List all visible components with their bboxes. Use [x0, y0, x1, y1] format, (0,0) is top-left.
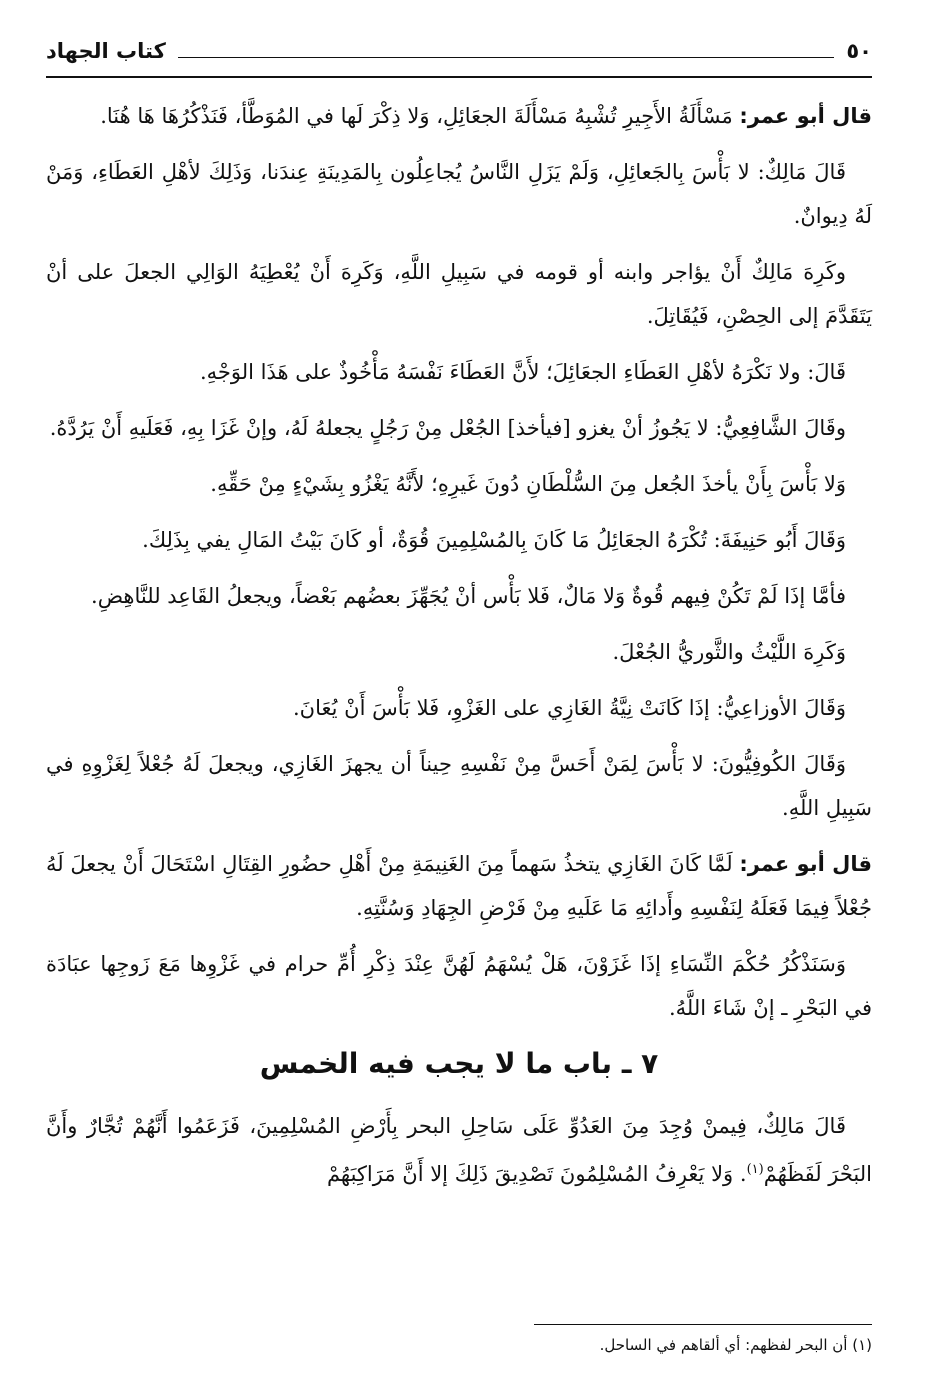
paragraph-text: وَقَالَ أَبُو حَنِيفَةَ: تُكْرَهُ الجعَائِلُ مَا كَانَ بِالمُسْلِمِينَ قُوَةٌ، أو كَانَ بَيْتُ المَالِ يفي بِذَلِكَ.: [142, 528, 846, 552]
running-title: كتاب الجهاد: [46, 39, 166, 63]
paragraph-text: وَلا بَأْسَ بِأَنْ يأخذَ الجُعل مِنَ السُّلْطَانِ دُونَ غَيرِهِ؛ لأَنَّهُ يَغْزُو بِشَيْءٍ مِنْ حَقِّهِ.: [210, 472, 846, 496]
footnote-divider: [534, 1324, 872, 1325]
paragraph-text: وَكَرِهَ اللَّيْثُ والثَّوريُّ الجُعْلَ.: [612, 640, 846, 664]
paragraph-text: قَالَ: ولا نَكْرَهُ لأهْلِ العَطَاءِ الجعَائِلَ؛ لأَنَّ العَطَاءَ نَفْسَهُ مَأْخُوذٌ على هَذَا الوَجْهِ.: [199, 360, 846, 384]
paragraph: [46, 1104, 872, 1196]
paragraph: [46, 94, 872, 138]
paragraph: [46, 518, 872, 562]
paragraph-text: وَقَالَ الكُوفِيُّونَ: لا بَأْسَ لِمَنْ أَحَسَّ مِنْ نَفْسِهِ حِيناً أن يجهزَ الغَازِي، ويجعلَ لَهُ جُعْلاً لِغَزْوِهِ في سَبِيلِ اللَّهِ.: [46, 752, 872, 820]
speaker-label: قال أبو عمر:: [739, 852, 872, 876]
paragraph: [46, 742, 872, 830]
speaker-label: قال أبو عمر:: [739, 104, 872, 128]
footnote-reference[interactable]: (١): [746, 1162, 764, 1177]
paragraph: [46, 686, 872, 730]
paragraph: [46, 150, 872, 238]
paragraph: [46, 942, 872, 1030]
paragraph-text: لَمَّا كَانَ الغَازِي يتخذُ سَهماً مِنَ الغَنِيمَةِ مِنْ أَهْلِ حضُورِ القِتَالِ اسْتَحَالَ أَنْ يجعلَ لَهُ جُعْلاً فِيمَا فَعَلَهُ لِنَفْسِهِ وأَدائِهِ مَا عَلَيهِ مِنْ فَرْضِ الجِهَادِ وَسُنَّتِهِ.: [46, 852, 872, 920]
paragraph: [46, 250, 872, 338]
paragraph-text: وَقَالَ الأوزاعِيُّ: إذَا كَانَتْ نِيَّةُ الغَازِي على الغَزْوِ، فَلا بَأْسَ أَنْ يُعَانَ.: [293, 696, 846, 720]
paragraph-text: وَسَنَذْكُرُ حُكْمَ النِّسَاءِ إذَا غَزَوْنَ، هَلْ يُسْهَمُ لَهُنَّ عِنْدَ ذِكْرِ أُمِّ حرام في غَزْوِها مَعَ زَوجِها عبَادَة في البَحْرِ ـ إنْ شَاءَ اللَّهُ.: [46, 952, 872, 1020]
header-rule: [178, 57, 835, 58]
paragraph-text: قَالَ مَالِكٌ، فِيمنْ وُجِدَ مِنَ العَدُوِّ عَلَى سَاحِلِ البحر بِأَرْضِ المُسْلِمِينَ، فَزَعَمُوا أَنَّهُمْ تُجَّارٌ وأَنَّ البَحْرَ لَفَظَهُمْ: [46, 1114, 872, 1186]
paragraph: [46, 630, 872, 674]
paragraph: [46, 574, 872, 618]
paragraph: [46, 842, 872, 930]
running-header: [46, 28, 872, 74]
paragraph-text: . وَلا يَعْرِفُ المُسْلِمُونَ تَصْدِيقَ ذَلِكَ إلا أَنَّ مَرَاكِبَهُمْ: [326, 1162, 747, 1186]
paragraph-text: مَسْأَلَةُ الأَجِيرِ تُشْبِهُ مَسْأَلَةَ الجعَائِلِ، وَلا ذِكْرَ لَها في المُوَطَّأ، فَنَذْكُرُهَا هَا هُنَا.: [100, 104, 740, 128]
paragraph-text: قَالَ مَالِكٌ: لا بَأْسَ بِالجَعائِلِ، وَلَمْ يَزَلِ النَّاسُ يُجاعِلُون بِالمَدِينَةِ عِندَنا، وَذَلِكَ لأهْلِ العَطَاءِ، وَمَنْ لَهُ دِيوانٌ.: [46, 160, 872, 228]
header-divider: [46, 76, 872, 78]
paragraph-text: وكَرِهَ مَالِكٌ أَنْ يؤاجر وابنه أو قومه في سَبِيلِ اللَّهِ، وَكَرِهَ أَنْ يُعْطِيَهُ الوَالِي الجعلَ على أنْ يَتَقَدَّمَ إلى الحِصْنِ، فَيُقَاتِلَ.: [46, 260, 872, 328]
paragraph-text: وقَالَ الشَّافِعِيُّ: لا يَجُوزُ أنْ يغزو [فيأخذ] الجُعْل مِنْ رَجُلٍ يجعلهُ لَهُ، وإنْ غَزَا بِهِ، فَعَلَيهِ أَنْ يَرُدَّهُ.: [49, 416, 846, 440]
page-number: ٥٠: [846, 39, 872, 63]
footnote: (١) أن البحر لفظهم: أي ألقاهم في الساحل.: [599, 1336, 872, 1354]
paragraph: [46, 462, 872, 506]
paragraph: [46, 406, 872, 450]
paragraph-text: فأمَّا إذَا لَمْ تَكُنْ فِيهم قُوةٌ وَلا مَالٌ، فَلا بَأْس أنْ يُجَهِّزَ بعضُهم بَعْضاً، ويجعلُ القَاعِد للنَّاهِضِ.: [91, 584, 846, 608]
chapter-heading: ٧ ـ باب ما لا يجب فيه الخمس: [259, 1047, 659, 1080]
book-page: [46, 28, 872, 1368]
paragraph: [46, 350, 872, 394]
main-text: [46, 94, 872, 1208]
